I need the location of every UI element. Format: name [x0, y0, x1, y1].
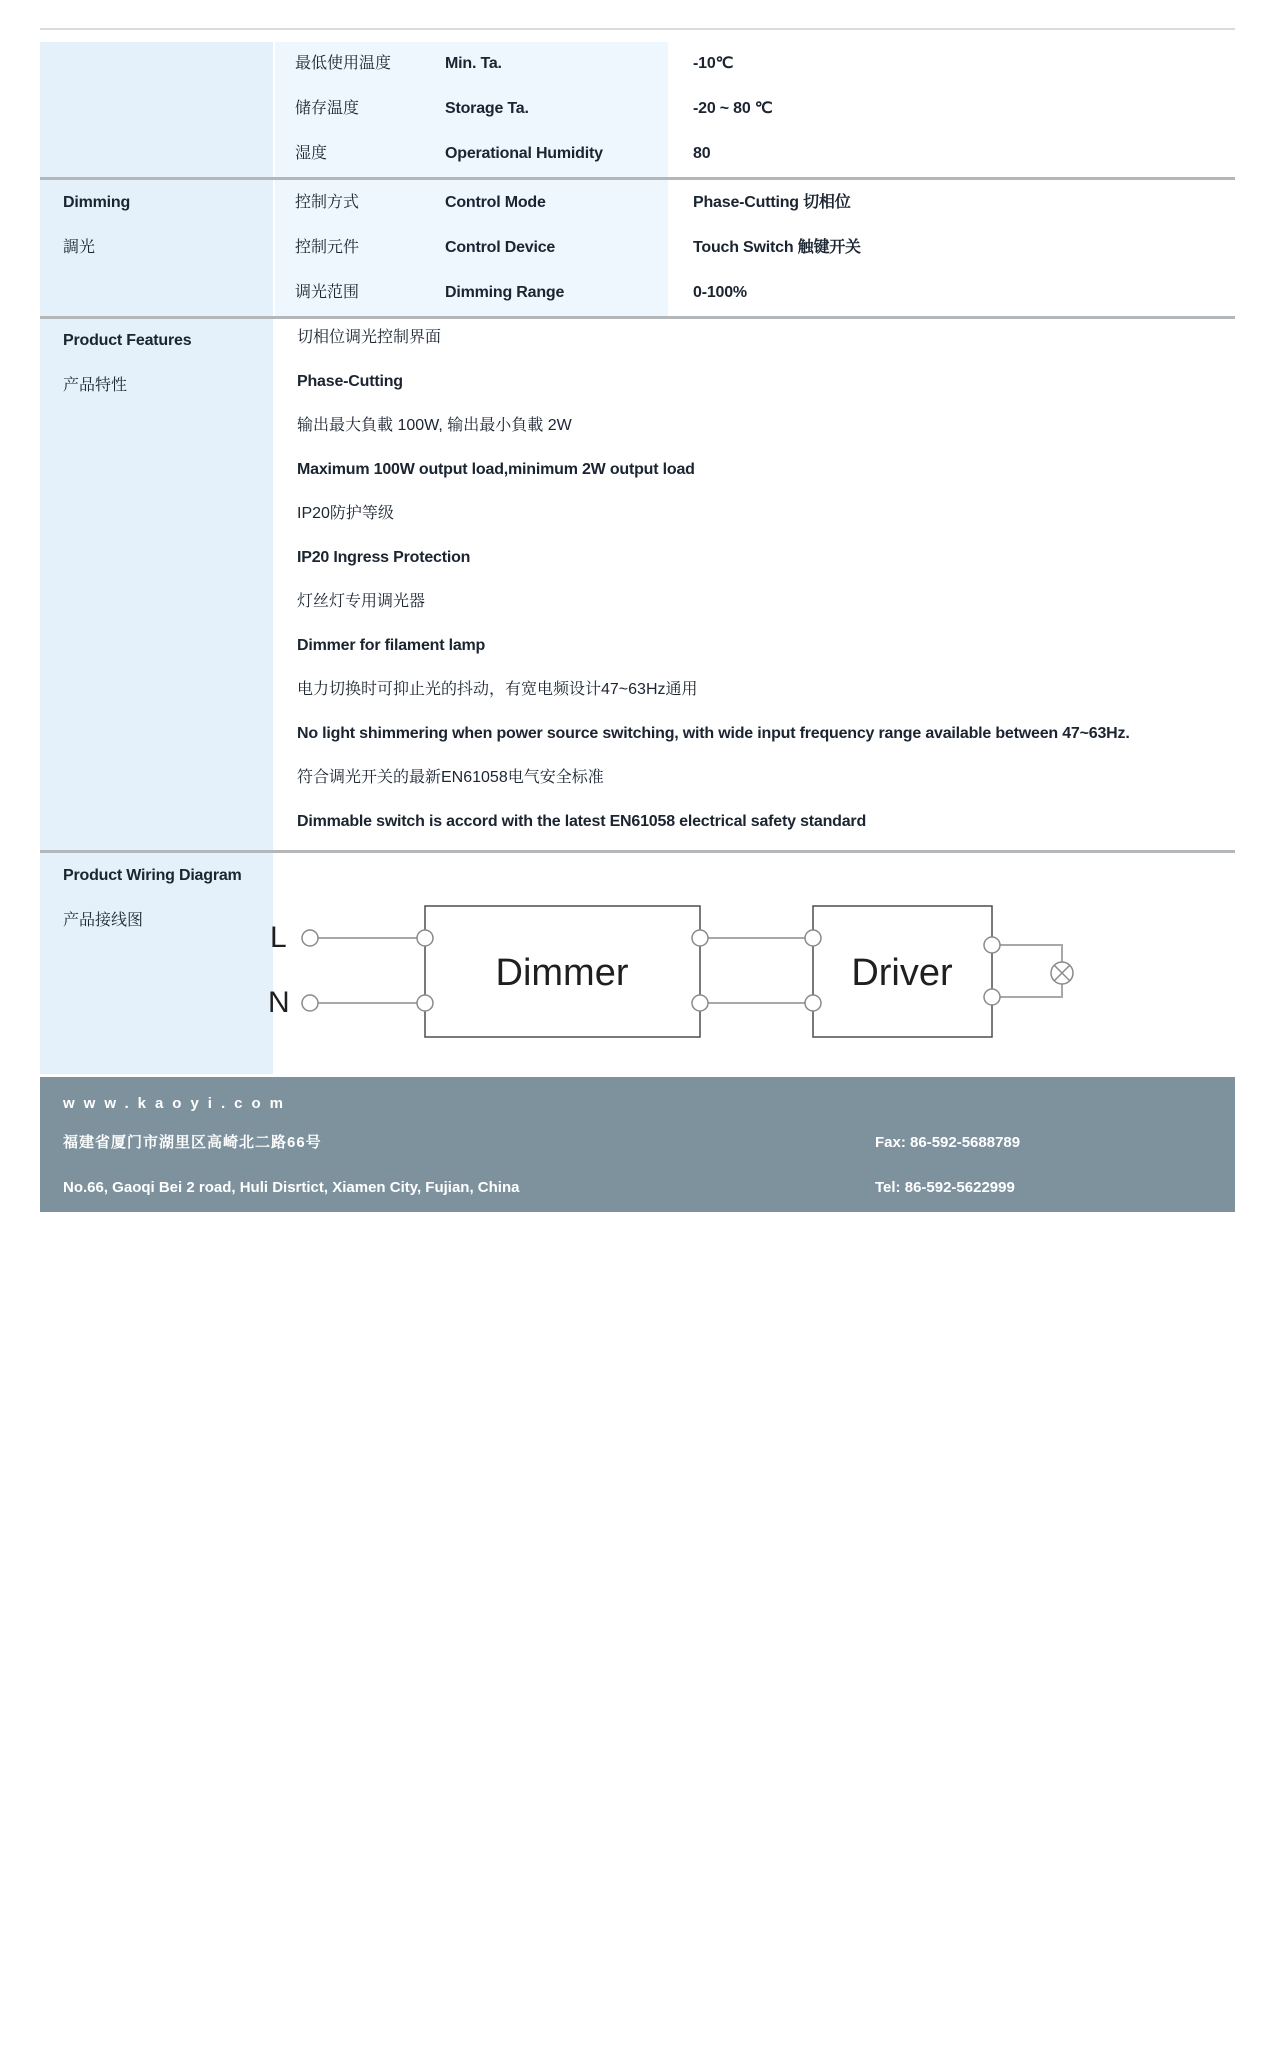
divider	[40, 316, 1235, 319]
line-input-label: L	[270, 921, 287, 954]
feature-line: No light shimmering when power source switching, with wide input frequency range available between 47~63Hz.	[297, 725, 1130, 742]
row-value: -10℃	[693, 55, 734, 72]
feature-line: 符合调光开关的最新EN61058电气安全标准	[297, 769, 604, 786]
section-title-en: Product Features	[63, 332, 192, 349]
divider	[40, 177, 1235, 180]
feature-line: Phase-Cutting	[297, 373, 403, 390]
section-title-zh: 产品特性	[63, 377, 128, 394]
table-row	[0, 181, 1274, 225]
row-label-zh: 控制元件	[295, 239, 360, 256]
row-label-zh: 湿度	[295, 145, 328, 162]
footer-address-zh: 福建省厦门市湖里区高崎北二路66号	[63, 1134, 322, 1151]
driver-box-label: Driver	[851, 952, 953, 994]
feature-line: IP20 Ingress Protection	[297, 549, 471, 566]
wiring-diagram	[260, 890, 1110, 1060]
divider	[40, 850, 1235, 853]
row-label-en: Control Device	[445, 239, 556, 256]
row-label-en: Control Mode	[445, 194, 546, 211]
top-rule	[40, 28, 1235, 30]
feature-line: 输出最大負載 100W, 输出最小負載 2W	[297, 417, 572, 434]
footer-tel: Tel: 86-592-5622999	[875, 1179, 1015, 1196]
row-label-zh: 控制方式	[295, 194, 360, 211]
row-value: 80	[693, 145, 711, 162]
row-label-en: Storage Ta.	[445, 100, 529, 117]
dimmer-box-label: Dimmer	[495, 952, 629, 994]
feature-line: 电力切换时可抑止光的抖动，有宽电频设计47~63Hz通用	[297, 681, 698, 698]
table-row	[0, 42, 1274, 86]
row-value: Touch Switch 触键开关	[693, 239, 861, 256]
neutral-input-label: N	[268, 986, 290, 1019]
section-title-zh: 产品接线图	[63, 912, 144, 929]
feature-line: 切相位调光控制界面	[297, 329, 442, 346]
row-label-zh: 储存温度	[295, 100, 360, 117]
lamp-icon	[1051, 962, 1073, 984]
section-title-zh: 調光	[63, 239, 96, 256]
row-label-en: Dimming Range	[445, 284, 565, 301]
feature-line: Dimmer for filament lamp	[297, 637, 486, 654]
feature-line: IP20防护等级	[297, 505, 394, 522]
row-label-en: Min. Ta.	[445, 55, 502, 72]
feature-line: Dimmable switch is accord with the latest EN61058 electrical safety standard	[297, 813, 867, 830]
table-row	[0, 87, 1274, 131]
row-label-zh: 调光范围	[295, 284, 360, 301]
row-value: 0-100%	[693, 284, 747, 301]
section-title-en: Dimming	[63, 194, 131, 211]
footer	[40, 1077, 1235, 1212]
feature-line: Maximum 100W output load,minimum 2W output load	[297, 461, 695, 478]
section-title-en: Product Wiring Diagram	[63, 867, 242, 884]
row-label-zh: 最低使用温度	[295, 55, 392, 72]
feature-line: 灯丝灯专用调光器	[297, 593, 426, 610]
footer-address-en: No.66, Gaoqi Bei 2 road, Huli Disrtict, Xiamen City, Fujian, China	[63, 1179, 520, 1196]
row-value: -20 ~ 80 ℃	[693, 100, 773, 117]
table-row	[0, 226, 1274, 270]
table-row	[0, 132, 1274, 176]
footer-fax: Fax: 86-592-5688789	[875, 1134, 1021, 1151]
row-value: Phase-Cutting 切相位	[693, 194, 851, 211]
footer-website: www.kaoyi.com	[63, 1095, 292, 1112]
table-row	[0, 271, 1274, 315]
row-label-en: Operational Humidity	[445, 145, 603, 162]
